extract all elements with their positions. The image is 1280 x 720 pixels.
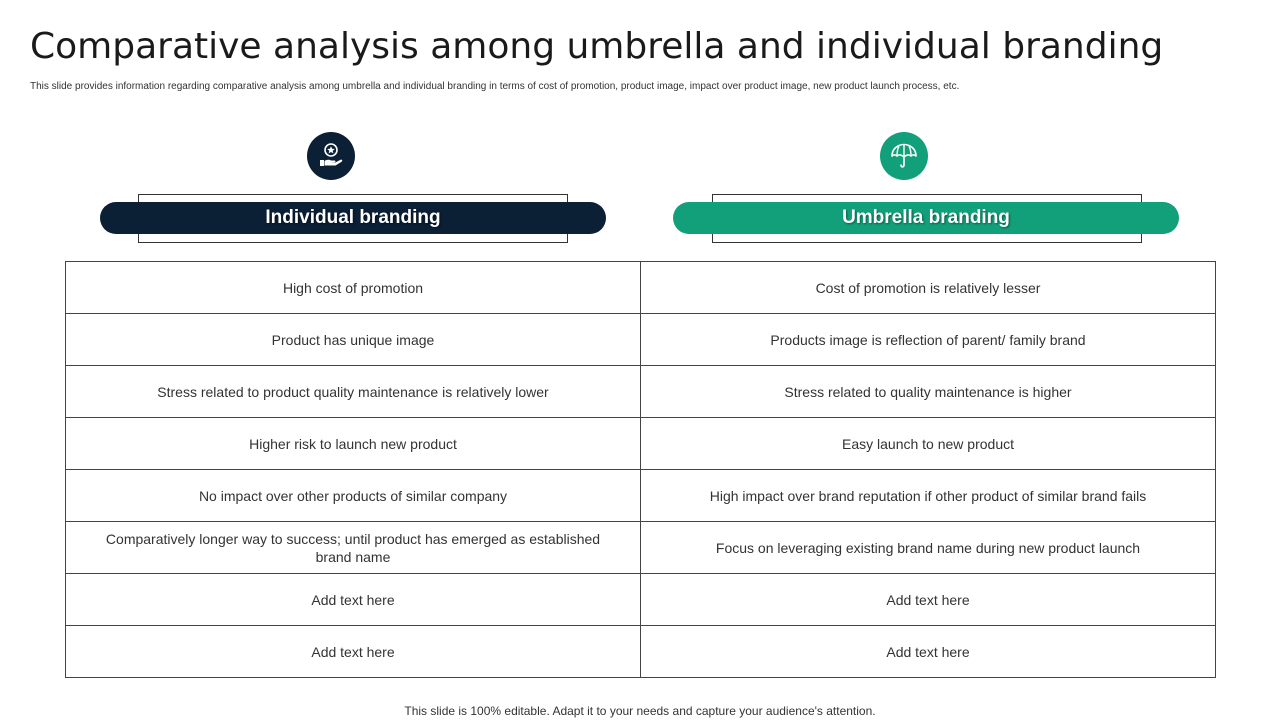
comparison-table [65,261,1216,678]
umbrella-branding-header [673,132,1179,244]
hand-star-icon [307,132,355,180]
individual-cell: Comparatively longer way to success; until product has emerged as established brand name [66,522,641,574]
table-row [66,470,1216,522]
individual-cell: Higher risk to launch new product [66,418,641,470]
individual-cell: Add text here [66,626,641,678]
table-row [66,262,1216,314]
umbrella-cell: Cost of promotion is relatively lesser [641,262,1216,314]
umbrella-cell: Easy launch to new product [641,418,1216,470]
umbrella-cell: High impact over brand reputation if other product of similar brand fails [641,470,1216,522]
umbrella-cell: Stress related to quality maintenance is higher [641,366,1216,418]
umbrella-cell: Products image is reflection of parent/ family brand [641,314,1216,366]
table-row [66,522,1216,574]
individual-cell: High cost of promotion [66,262,641,314]
individual-cell: Product has unique image [66,314,641,366]
table-row [66,626,1216,678]
individual-branding-label: Individual branding [100,202,606,234]
table-row [66,574,1216,626]
table-row [66,366,1216,418]
umbrella-cell: Add text here [641,626,1216,678]
umbrella-cell: Focus on leveraging existing brand name during new product launch [641,522,1216,574]
umbrella-branding-label: Umbrella branding [673,202,1179,234]
individual-cell: Stress related to product quality maintenance is relatively lower [66,366,641,418]
page-title: Comparative analysis among umbrella and individual branding [30,26,1164,67]
table-row [66,418,1216,470]
footer-note: This slide is 100% editable. Adapt it to your needs and capture your audience's attention. [404,704,876,718]
umbrella-icon [880,132,928,180]
individual-cell: Add text here [66,574,641,626]
page-subtitle: This slide provides information regarding comparative analysis among umbrella and individual branding in terms of cost of promotion, product image, impact over product image, new product launch process, etc. [30,81,960,92]
umbrella-cell: Add text here [641,574,1216,626]
table-row [66,314,1216,366]
individual-branding-header [100,132,606,244]
individual-cell: No impact over other products of similar company [66,470,641,522]
